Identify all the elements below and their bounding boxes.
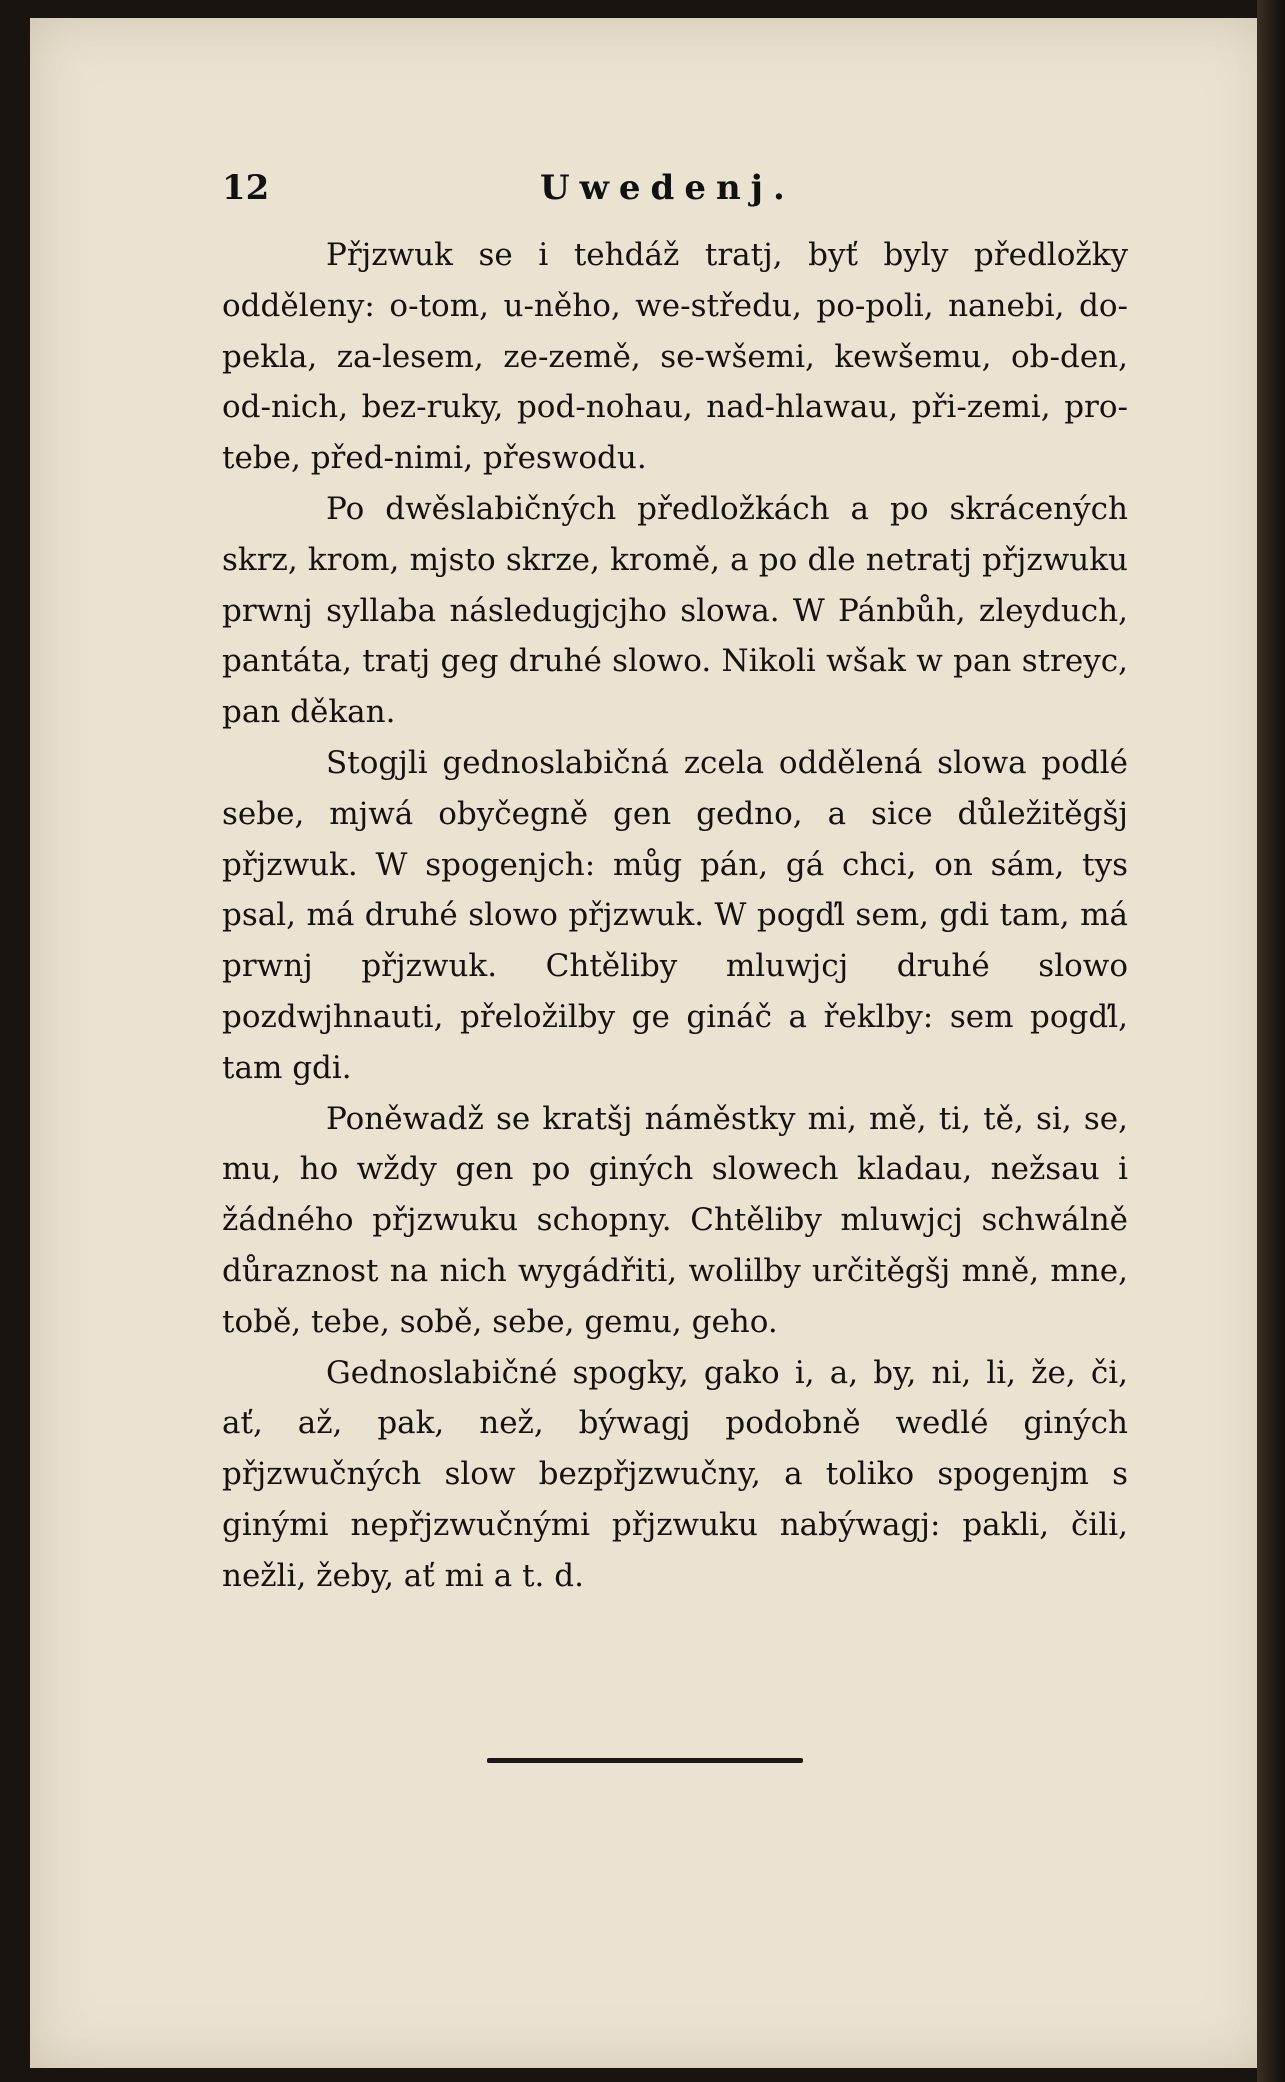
end-rule — [487, 1758, 803, 1763]
paragraph: Poněwadž se kratšj náměstky mi, mě, ti, tě, si, se, mu, ho wždy gen po giných slowech kladau, nežsau i žádného přjzwuku schopny. Chtěliby mluwjcj schwálně důraznost na nich wygádřiti, wolilby určitěgšj mně, mne, tobě, tebe, sobě, sebe, gemu, geho. — [222, 1100, 1128, 1340]
paragraph: Stogjli gednoslabičná zcela oddělená slowa podlé sebe, mjwá obyčegně gen gedno, a sice důležitěgšj přjzwuk. W spogenjch: můg pán, gá chci, on sám, tys psal, má druhé slowo přjzwuk. W pogďl sem, gdi tam, má prwnj přjzwuk. Chtěliby mluwjcj druhé slowo pozdwjhnauti, přeložilby ge gináč a řeklby: sem pogďl, tam gdi. — [222, 744, 1128, 1086]
body-text — [222, 230, 1128, 1602]
running-head: Uwedenj. — [540, 168, 795, 208]
page-header — [222, 168, 1122, 228]
paragraph: Po dwěslabičných předložkách a po skrácených skrz, krom, mjsto skrze, kromě, a po dle netratj přjzwuku prwnj syllaba následugjcjho slowa. W Pánbůh, zleyduch, pantáta, tratj geg druhé slowo. Nikoli wšak w pan streyc, pan děkan. — [222, 490, 1128, 731]
paragraph: Přjzwuk se i tehdáž tratj, byť byly předložky odděleny: o-tom, u-něho, we-středu, po-poli, nanebi, do-pekla, za-lesem, ze-země, se-wšemi, kewšemu, ob-den, od-nich, bez-ruky, pod-nohau, nad-hlawau, při-zemi, pro-tebe, před-nimi, přeswodu. — [222, 237, 1128, 477]
page-number: 12 — [222, 168, 270, 208]
book-spine — [1257, 0, 1285, 2082]
paragraph: Gednoslabičné spogky, gako i, a, by, ni, li, že, či, ať, až, pak, než, býwagj podobně wedlé giných přjzwučných slow bezpřjzwučny, a toliko spogenjm s ginými nepřjzwučnými přjzwuku nabýwagj: pakli, čili, nežli, žeby, ať mi a t. d. — [222, 1354, 1128, 1594]
